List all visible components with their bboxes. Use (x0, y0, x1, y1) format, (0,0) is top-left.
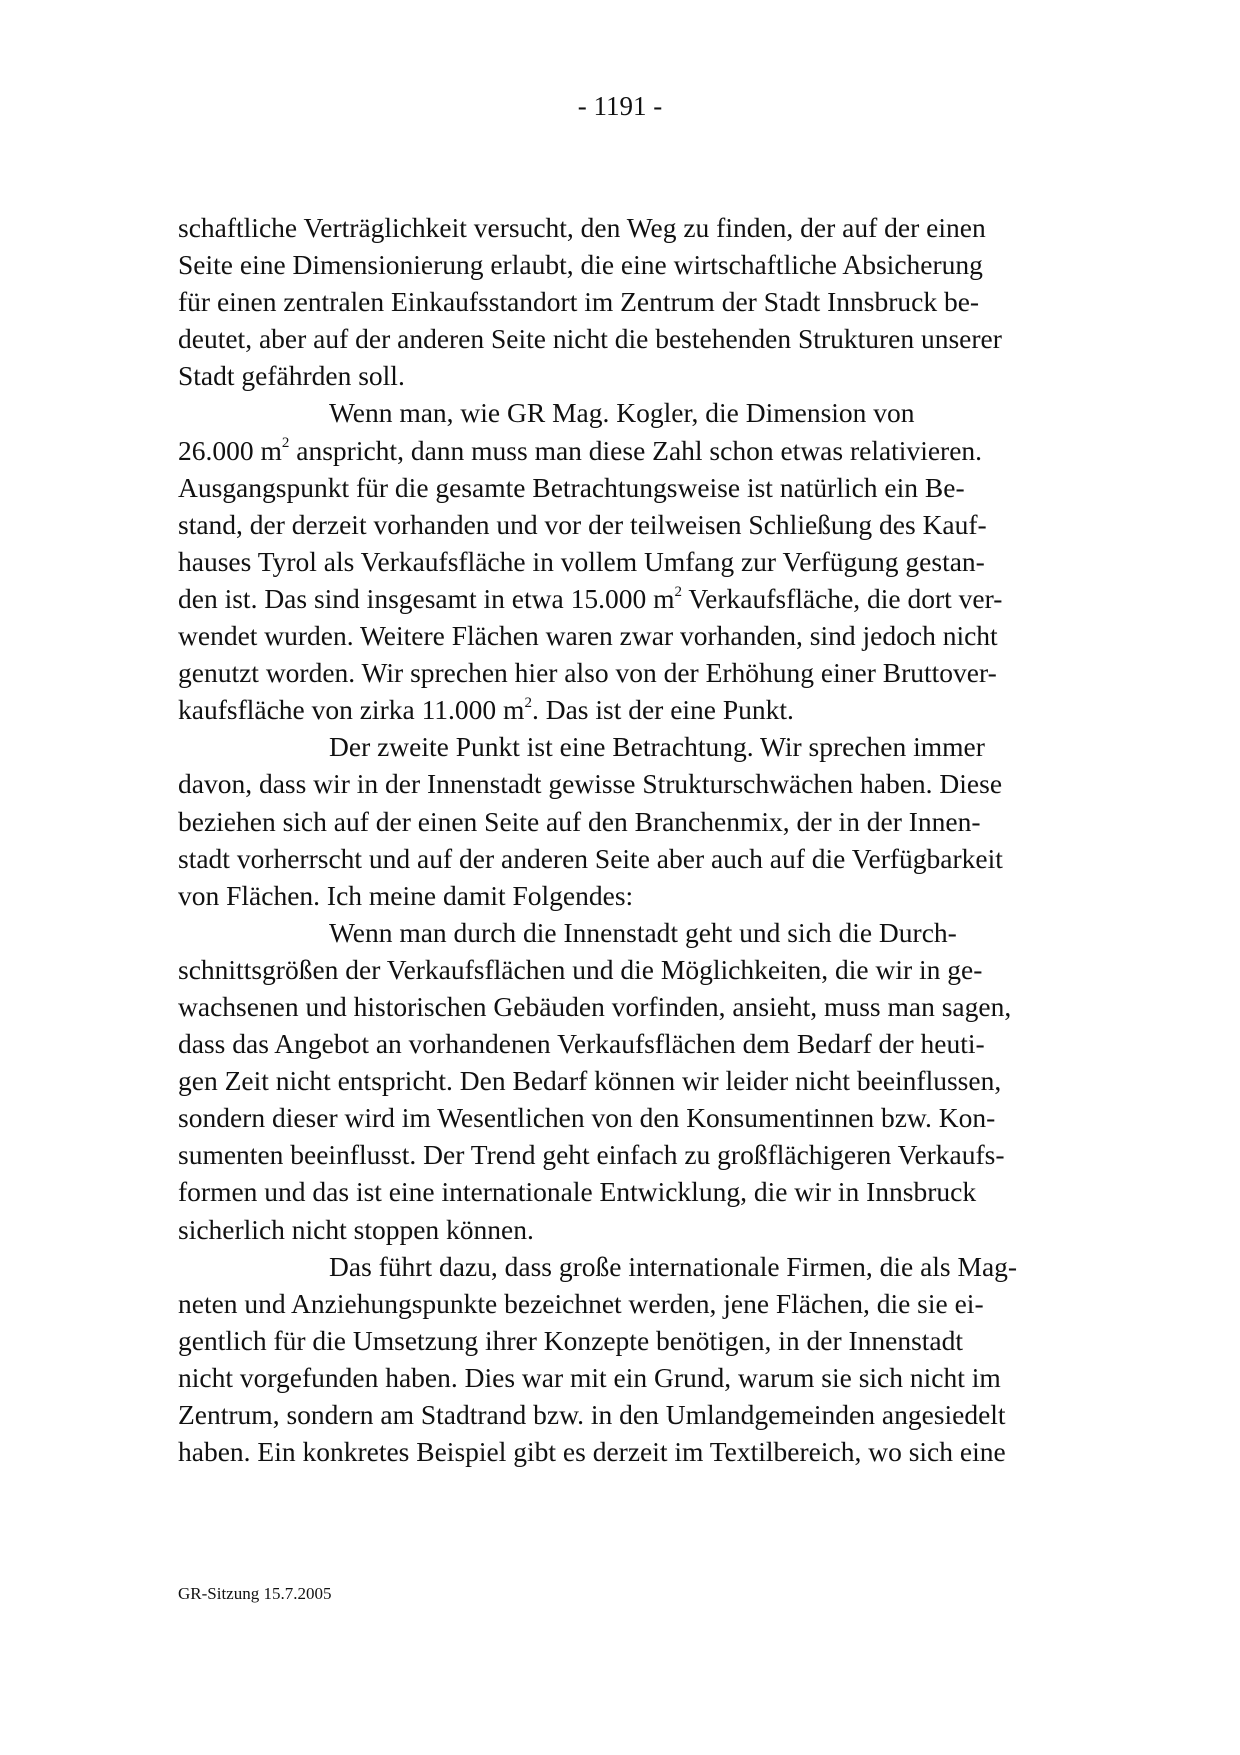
text-line: gen Zeit nicht entspricht. Den Bedarf können wir leider nicht beeinflussen, (178, 1065, 1002, 1097)
text-line: beziehen sich auf der einen Seite auf den Branchenmix, der in der Innen- (178, 805, 981, 837)
text-line: sondern dieser wird im Wesentlichen von den Konsumentinnen bzw. Kon- (178, 1102, 996, 1134)
text-line: schnittsgrößen der Verkaufsflächen und die Möglichkeiten, die wir in ge- (178, 953, 983, 985)
paragraph-start-line: Wenn man, wie GR Mag. Kogler, die Dimension von (329, 397, 915, 429)
paragraph-start-line: Wenn man durch die Innenstadt geht und sich die Durch- (329, 916, 957, 948)
text-line: sicherlich nicht stoppen können. (178, 1213, 534, 1245)
text-fragment: Verkaufsfläche, die dort ver- (688, 582, 1003, 614)
text-line: Stadt gefährden soll. (178, 360, 405, 392)
text-line: Ausgangspunkt für die gesamte Betrachtungsweise ist natürlich ein Be- (178, 471, 965, 503)
text-line: dass das Angebot an vorhandenen Verkaufsflächen dem Bedarf der heuti- (178, 1028, 985, 1060)
area-exponent: 2 (524, 695, 532, 712)
text-line: haben. Ein konkretes Beispiel gibt es derzeit im Textilbereich, wo sich eine (178, 1436, 1006, 1468)
paragraph-start-line: Der zweite Punkt ist eine Betrachtung. Wir sprechen immer (329, 731, 985, 763)
text-line: deutet, aber auf der anderen Seite nicht die bestehenden Strukturen unserer (178, 323, 1002, 355)
paragraph-start-line: Das führt dazu, dass große internationale Firmen, die als Mag- (329, 1250, 1018, 1282)
text-line (178, 580, 1068, 617)
text-line: nicht vorgefunden haben. Dies war mit ein Grund, warum sie sich nicht im (178, 1361, 1001, 1393)
text-line: gentlich für die Umsetzung ihrer Konzepte benötigen, in der Innenstadt (178, 1324, 964, 1356)
text-line (178, 691, 1068, 728)
text-line: neten und Anziehungspunkte bezeichnet werden, jene Flächen, die sie ei- (178, 1287, 984, 1319)
text-fragment: kaufsfläche von zirka (178, 694, 415, 726)
text-line: hauses Tyrol als Verkaufsfläche in vollem Umfang zur Verfügung gestan- (178, 545, 985, 577)
footer-session-date: GR-Sitzung 15.7.2005 (178, 1584, 332, 1603)
area-value-total: 26.000 m (178, 434, 282, 466)
text-fragment: . Das ist der eine Punkt. (531, 694, 794, 726)
text-line: davon, dass wir in der Innenstadt gewisse Strukturschwächen haben. Diese (178, 768, 1003, 800)
text-line: Seite eine Dimensionierung erlaubt, die eine wirtschaftliche Absicherung (178, 249, 983, 281)
text-fragment: den ist. Das sind insgesamt in etwa (178, 582, 564, 614)
text-line: schaftliche Verträglichkeit versucht, den Weg zu finden, der auf der einen (178, 212, 986, 243)
text-line: genutzt worden. Wir sprechen hier also von der Erhöhung einer Bruttover- (178, 657, 997, 689)
area-exponent: 2 (674, 583, 682, 600)
document-body (178, 209, 1068, 1470)
text-line: stand, der derzeit vorhanden und vor der teilweisen Schließung des Kauf- (178, 508, 987, 540)
text-line: für einen zentralen Einkaufsstandort im Zentrum der Stadt Innsbruck be- (178, 286, 980, 318)
text-line: wachsenen und historischen Gebäuden vorfinden, ansieht, muss man sagen, (178, 990, 1012, 1022)
text-line (178, 432, 1068, 469)
text-line: von Flächen. Ich meine damit Folgendes: (178, 879, 634, 911)
area-value-increase: 11.000 m (421, 694, 525, 726)
area-value-existing: 15.000 m (570, 582, 675, 614)
text-fragment: anspricht, dann muss man diese Zahl schon etwas relativieren. (296, 434, 983, 466)
page-number: - 1191 - (577, 91, 663, 121)
text-line: sumenten beeinflusst. Der Trend geht einfach zu großflächigeren Verkaufs- (178, 1139, 1005, 1171)
area-exponent: 2 (281, 435, 290, 452)
text-line: formen und das ist eine internationale Entwicklung, die wir in Innsbruck (178, 1176, 977, 1208)
text-line: stadt vorherrscht und auf der anderen Seite aber auch auf die Verfügbarkeit (178, 842, 1003, 874)
text-line: Zentrum, sondern am Stadtrand bzw. in den Umlandgemeinden angesiedelt (178, 1399, 1006, 1430)
text-line: wendet wurden. Weitere Flächen waren zwar vorhanden, sind jedoch nicht (178, 620, 998, 652)
